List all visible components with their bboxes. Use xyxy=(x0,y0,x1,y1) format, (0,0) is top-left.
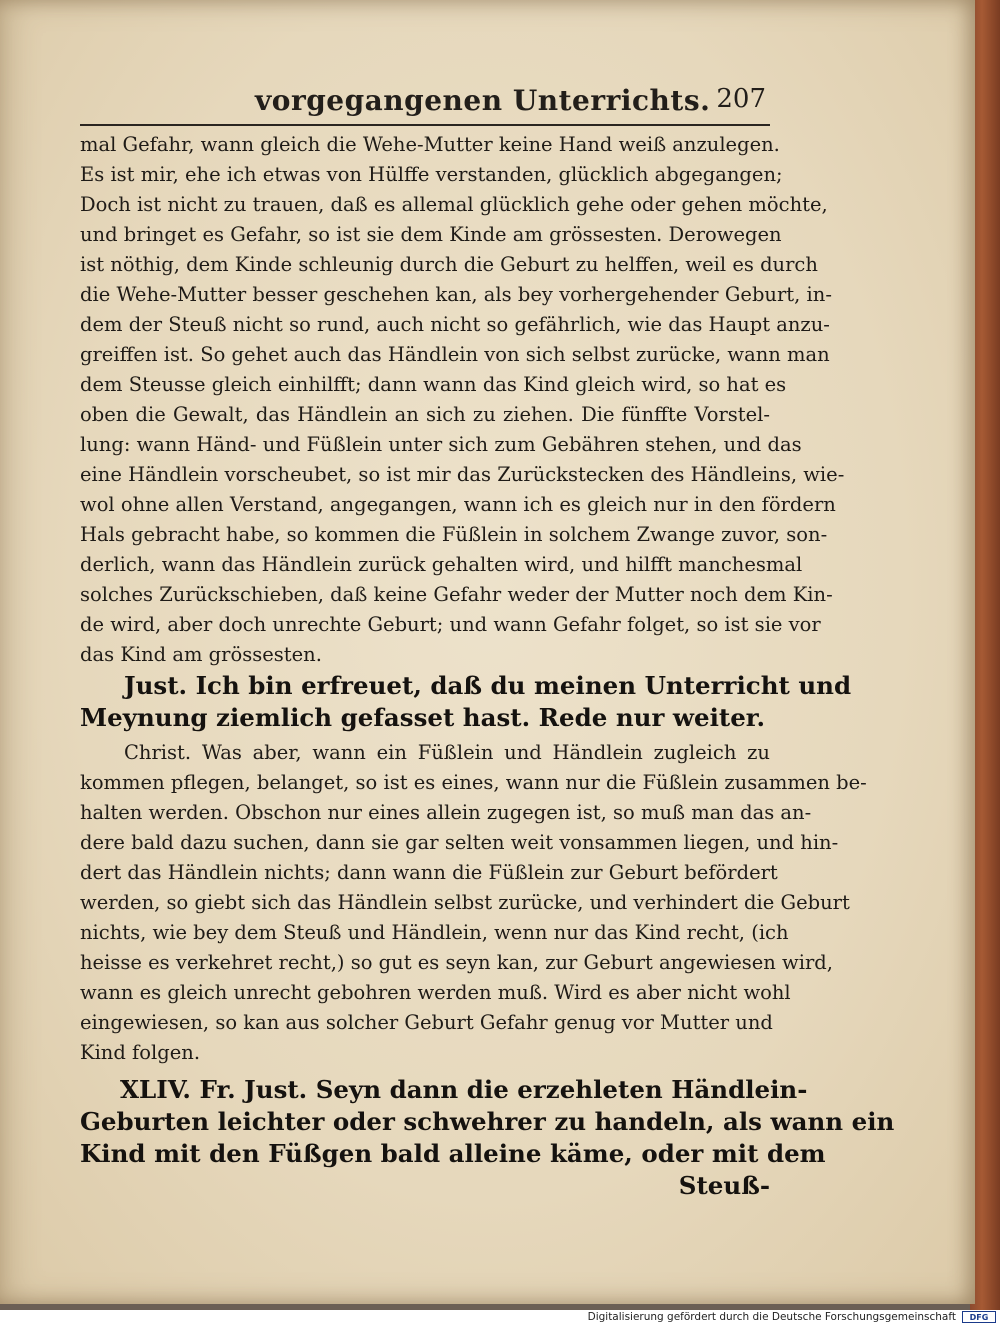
text-line: derlich, wann das Händlein zurück gehalten wird, und hilfft manchesmal xyxy=(80,553,803,576)
question-line: Kind mit den Füßgen bald alleine käme, oder mit dem xyxy=(80,1139,826,1168)
text-line: dert das Händlein nichts; dann wann die Füßlein zur Geburt befördert xyxy=(80,861,778,884)
text-line: nichts, wie bey dem Steuß und Händlein, wenn nur das Kind recht, (ich xyxy=(80,921,789,944)
text-line: lung: wann Händ- und Füßlein unter sich zum Gebähren stehen, und das xyxy=(80,433,802,456)
page-number: 207 xyxy=(716,84,766,114)
speaker-line-just: Meynung ziemlich gefasset hast. Rede nur weiter. xyxy=(80,703,765,732)
text-line: oben die Gewalt, das Händlein an sich zu ziehen. Die fünffte Vorstel- xyxy=(80,403,770,426)
speaker-line-christ: Christ. Was aber, wann ein Füßlein und Händlein zugleich zu xyxy=(124,741,770,764)
text-line: wol ohne allen Verstand, angegangen, wann ich es gleich nur in den fördern xyxy=(80,493,836,516)
text-line: greiffen ist. So gehet auch das Händlein von sich selbst zurücke, wann man xyxy=(80,343,830,366)
text-line: eine Händlein vorscheubet, so ist mir das Zurückstecken des Händleins, wie- xyxy=(80,463,845,486)
text-line: kommen pflegen, belanget, so ist es eines, wann nur die Füßlein zusammen be- xyxy=(80,771,867,794)
text-line: Es ist mir, ehe ich etwas von Hülffe verstanden, glücklich abgegangen; xyxy=(80,163,783,186)
dfg-logo: DFG xyxy=(962,1311,996,1323)
question-line: Geburten leichter oder schwehrer zu handeln, als wann ein xyxy=(80,1107,895,1136)
question-line: XLIV. Fr. Just. Seyn dann die erzehleten Händlein- xyxy=(120,1075,808,1104)
text-line: das Kind am grössesten. xyxy=(80,643,322,666)
catchword: Steuß- xyxy=(678,1171,770,1200)
text-line: Hals gebracht habe, so kommen die Füßlein in solchem Zwange zuvor, son- xyxy=(80,523,828,546)
text-line: dem der Steuß nicht so rund, auch nicht so gefährlich, wie das Haupt anzu- xyxy=(80,313,830,336)
text-line: ist nöthig, dem Kinde schleunig durch die Geburt zu helffen, weil es durch xyxy=(80,253,818,276)
text-line: und bringet es Gefahr, so ist sie dem Kinde am grössesten. Derowegen xyxy=(80,223,782,246)
running-title: vorgegangenen Unterrichts. xyxy=(255,84,711,117)
footer-bar xyxy=(0,1310,1000,1324)
text-line: halten werden. Obschon nur eines allein zugegen ist, so muß man das an- xyxy=(80,801,812,824)
text-line: heisse es verkehret recht,) so gut es seyn kan, zur Geburt angewiesen wird, xyxy=(80,951,833,974)
text-line: de wird, aber doch unrechte Geburt; und wann Gefahr folget, so ist sie vor xyxy=(80,613,821,636)
text-line: Doch ist nicht zu trauen, daß es allemal glücklich gehe oder gehen möchte, xyxy=(80,193,828,216)
text-line: Kind folgen. xyxy=(80,1041,201,1064)
text-line: dere bald dazu suchen, dann sie gar selten weit vonsammen liegen, und hin- xyxy=(80,831,839,854)
page-header xyxy=(80,84,770,126)
text-line: werden, so giebt sich das Händlein selbst zurücke, und verhindert die Geburt xyxy=(80,891,850,914)
text-line: dem Steusse gleich einhilfft; dann wann das Kind gleich wird, so hat es xyxy=(80,373,787,396)
speaker-line-just: Just. Ich bin erfreuet, daß du meinen Unterricht und xyxy=(124,671,852,700)
text-line: die Wehe-Mutter besser geschehen kan, als bey vorhergehender Geburt, in- xyxy=(80,283,832,306)
funding-credit: Digitalisierung gefördert durch die Deutsche Forschungsgemeinschaft xyxy=(587,1311,956,1323)
text-line: solches Zurückschieben, daß keine Gefahr weder der Mutter noch dem Kin- xyxy=(80,583,833,606)
text-line: eingewiesen, so kan aus solcher Geburt Gefahr genug vor Mutter und xyxy=(80,1011,773,1034)
text-line: wann es gleich unrecht gebohren werden muß. Wird es aber nicht wohl xyxy=(80,981,791,1004)
text-line: mal Gefahr, wann gleich die Wehe-Mutter keine Hand weiß anzulegen. xyxy=(80,133,780,156)
